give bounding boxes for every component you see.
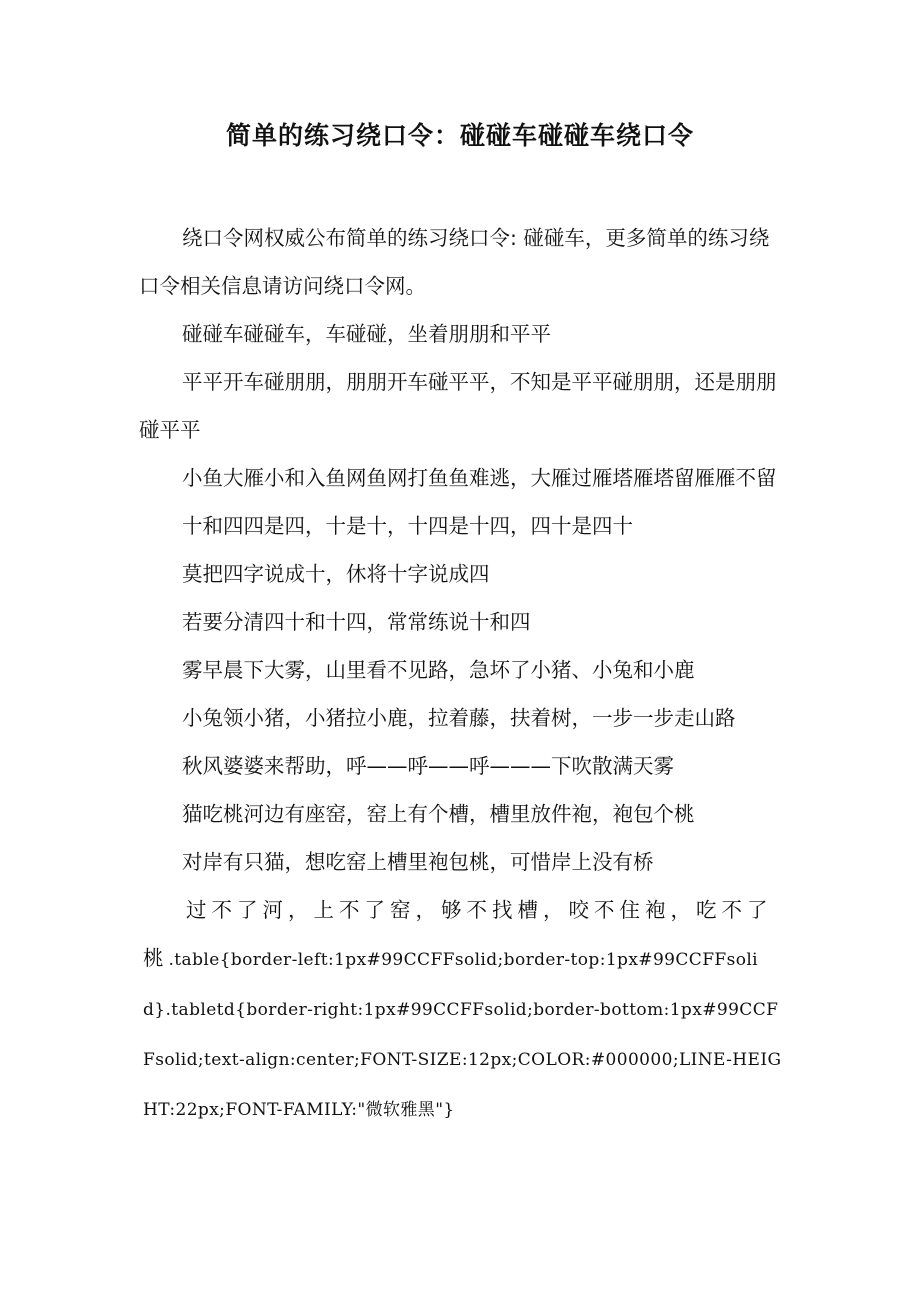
paragraph-line: 十和四四是四，十是十，十四是十四，四十是四十 xyxy=(182,514,633,538)
paragraph-line: 平平开车碰朋朋，朋朋开车碰平平，不知是平平碰朋朋，还是朋朋碰平平 xyxy=(139,370,777,442)
paragraph-last xyxy=(143,886,782,1134)
paragraph-line: 小兔领小猪，小猪拉小鹿，拉着藤，扶着树，一步一步走山路 xyxy=(182,706,736,730)
paragraph-last-css: .table{border-left:1px#99CCFFsolid;border-top:1px#99CCFFsolid}.tabletd{border-right:1px#99CCFFsolid;border-bottom:1px#99CCFFsolid;text-align:center;FONT-SIZE:12px;COLOR:#000000;LINE-HEIGHT:22px;FONT-FAMILY:"微软雅黑"} xyxy=(143,950,782,1120)
paragraph-line: 莫把四字说成十，休将十字说成四 xyxy=(182,562,490,586)
document-body xyxy=(139,214,782,1134)
paragraph-intro: 绕口令网权威公布简单的练习绕口令: 碰碰车，更多简单的练习绕口令相关信息请访问绕口令网。 xyxy=(139,226,770,298)
document-title: 简单的练习绕口令：碰碰车碰碰车绕口令 xyxy=(225,121,694,150)
paragraph-line: 碰碰车碰碰车，车碰碰，坐着朋朋和平平 xyxy=(182,322,551,346)
paragraph-line: 秋风婆婆来帮助，呼——呼——呼———下吹散满天雾 xyxy=(182,754,674,778)
paragraph-line: 若要分清四十和十四，常常练说十和四 xyxy=(182,610,531,634)
paragraph-line: 雾早晨下大雾，山里看不见路，急坏了小猪、小兔和小鹿 xyxy=(182,658,695,682)
paragraph-line: 小鱼大雁小和入鱼网鱼网打鱼鱼难逃，大雁过雁塔雁塔留雁雁不留 xyxy=(182,466,777,490)
paragraph-last-text: 过不了河，上不了窑，够不找槽，咬不住袍，吃不了桃 xyxy=(143,898,773,970)
paragraph-line: 猫吃桃河边有座窑，窑上有个槽，槽里放件袍，袍包个桃 xyxy=(182,802,695,826)
paragraph-line: 对岸有只猫，想吃窑上槽里袍包桃，可惜岸上没有桥 xyxy=(182,850,654,874)
